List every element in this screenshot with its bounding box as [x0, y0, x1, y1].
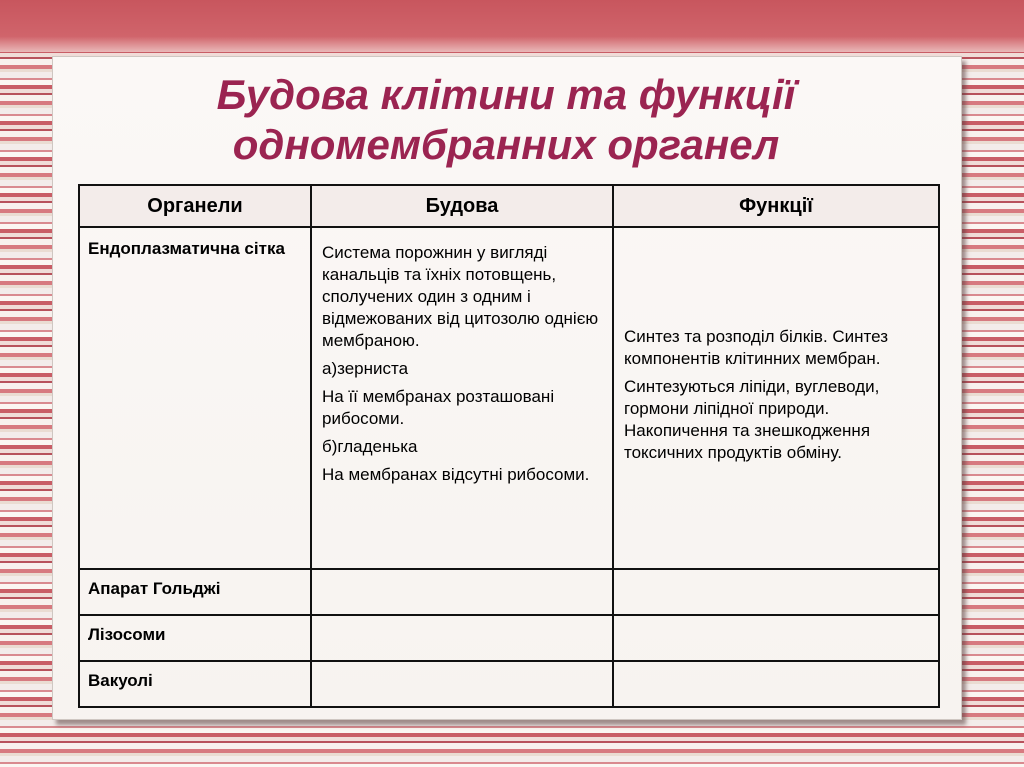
structure-cell-empty: [311, 615, 613, 661]
functions-cell-empty: [613, 661, 939, 707]
organelle-name-vacuoles: Вакуолі: [79, 661, 311, 707]
table-row: [79, 227, 939, 569]
table-header-row: [79, 185, 939, 227]
structure-text: Система порожнин у вигляді канальців та їхніх потовщень, сполучених один з одним і відмежованих від цитозолю однією мембраною.: [322, 243, 599, 350]
organelle-name-er: Ендоплазматична сітка: [79, 227, 311, 569]
header-organelles: Органели: [79, 185, 311, 227]
structure-cell-er: [311, 227, 613, 569]
top-color-band: [0, 0, 1024, 52]
organelle-name-lysosomes: Лізосоми: [79, 615, 311, 661]
table-row: [79, 661, 939, 707]
structure-text: а)зерниста: [322, 359, 409, 378]
title-line-1: Будова клітини та функції: [216, 71, 796, 118]
functions-cell-empty: [613, 569, 939, 615]
function-text: Синтез та розподіл білків. Синтез компонентів клітинних мембран.: [624, 327, 889, 368]
structure-cell-empty: [311, 569, 613, 615]
organelles-table: [78, 184, 940, 708]
structure-text: б)гладенька: [322, 437, 418, 456]
structure-text: На мембранах відсутні рибосоми.: [322, 465, 590, 484]
organelle-name-golgi: Апарат Гольджі: [79, 569, 311, 615]
title-line-2: одномембранних органел: [232, 121, 780, 168]
structure-text: На її мембранах розташовані рибосоми.: [322, 387, 555, 428]
functions-cell-er: [613, 227, 939, 569]
functions-cell-empty: [613, 615, 939, 661]
header-structure: Будова: [311, 185, 613, 227]
slide-title: [52, 70, 960, 170]
function-text: Синтезуються ліпіди, вуглеводи, гормони ліпідної природи. Накопичення та знешкодження токсичних продуктів обміну.: [624, 377, 880, 462]
table-row: [79, 569, 939, 615]
header-functions: Функції: [613, 185, 939, 227]
table-row: [79, 615, 939, 661]
structure-cell-empty: [311, 661, 613, 707]
